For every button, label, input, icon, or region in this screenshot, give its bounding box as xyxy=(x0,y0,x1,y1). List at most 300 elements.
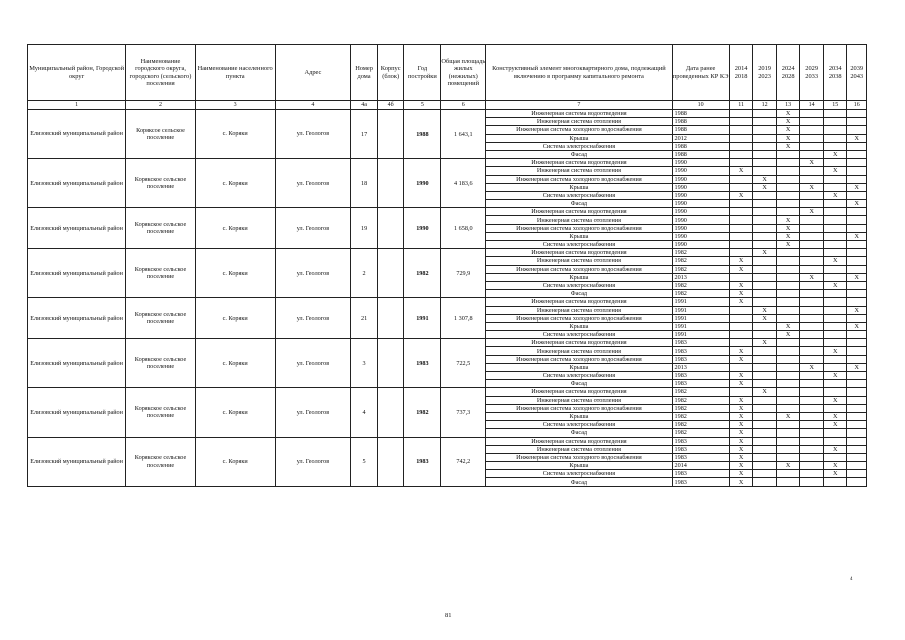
area-cell: 722,5 xyxy=(441,339,486,388)
repair-period-mark xyxy=(823,232,847,240)
repair-period-mark xyxy=(753,150,777,158)
repair-period-mark: X xyxy=(729,412,753,420)
repair-period-mark xyxy=(753,298,777,306)
previous-repair-date-cell: 1990 xyxy=(672,232,729,240)
element-name-cell: Инженерная система водоотведения xyxy=(486,159,672,167)
district-cell: Елизовский муниципальный район xyxy=(28,388,126,437)
repair-period-mark xyxy=(847,404,867,412)
locality-cell: с. Коряки xyxy=(195,208,275,249)
repair-period-mark xyxy=(800,191,824,199)
repair-period-mark xyxy=(776,200,800,208)
repair-period-mark xyxy=(729,216,753,224)
repair-period-mark xyxy=(753,470,777,478)
repair-period-mark: X xyxy=(823,191,847,199)
repair-period-mark xyxy=(776,396,800,404)
previous-repair-date-cell: 1983 xyxy=(672,347,729,355)
repair-period-mark xyxy=(847,478,867,486)
repair-period-mark: X xyxy=(847,200,867,208)
repair-period-mark xyxy=(753,191,777,199)
previous-repair-date-cell: 1991 xyxy=(672,298,729,306)
repair-period-mark: X xyxy=(776,126,800,134)
address-cell: ул. Геологов xyxy=(275,339,351,388)
district-cell: Елизовский муниципальный район xyxy=(28,437,126,486)
repair-period-mark: X xyxy=(800,363,824,371)
repair-period-mark xyxy=(847,257,867,265)
previous-repair-date-cell: 2012 xyxy=(672,134,729,142)
repair-period-mark xyxy=(753,241,777,249)
element-name-cell: Инженерная система холодного водоснабжения xyxy=(486,453,672,461)
repair-period-mark xyxy=(847,445,867,453)
previous-repair-date-cell: 1988 xyxy=(672,150,729,158)
area-cell: 1 658,0 xyxy=(441,208,486,249)
header-cell: 2029 2033 xyxy=(800,45,824,101)
repair-period-mark xyxy=(753,134,777,142)
previous-repair-date-cell: 1982 xyxy=(672,396,729,404)
repair-period-mark xyxy=(847,126,867,134)
repair-period-mark xyxy=(729,273,753,281)
repair-period-mark: X xyxy=(729,298,753,306)
repair-period-mark xyxy=(753,404,777,412)
header-cell: Наименование городского округа, городского (сельского) поселения xyxy=(126,45,196,101)
repair-period-mark: X xyxy=(753,388,777,396)
previous-repair-date-cell: 1983 xyxy=(672,380,729,388)
header-cell: 2014 2018 xyxy=(729,45,753,101)
repair-period-mark xyxy=(847,339,867,347)
repair-period-mark xyxy=(823,290,847,298)
settlement-cell: Корякское сельское поселение xyxy=(126,208,196,249)
repair-period-mark xyxy=(847,314,867,322)
repair-period-mark xyxy=(847,208,867,216)
previous-repair-date-cell: 1990 xyxy=(672,159,729,167)
repair-period-mark xyxy=(823,355,847,363)
repair-period-mark xyxy=(729,322,753,330)
build-year-cell: 1983 xyxy=(404,339,441,388)
address-cell: ул. Геологов xyxy=(275,208,351,249)
element-name-cell: Фасад xyxy=(486,380,672,388)
settlement-cell: Корякское сельское поселение xyxy=(126,298,196,339)
repair-period-mark xyxy=(823,265,847,273)
repair-period-mark xyxy=(753,159,777,167)
column-number-row xyxy=(28,101,867,110)
repair-period-mark: X xyxy=(729,167,753,175)
previous-repair-date-cell: 1990 xyxy=(672,183,729,191)
repair-period-mark xyxy=(753,216,777,224)
settlement-cell: Корякское сельское поселение xyxy=(126,437,196,486)
repair-period-mark: X xyxy=(847,322,867,330)
element-name-cell: Инженерная система отопления xyxy=(486,445,672,453)
column-number: 16 xyxy=(847,101,867,110)
repair-period-mark xyxy=(776,421,800,429)
house-number-cell: 21 xyxy=(351,298,378,339)
repair-period-mark xyxy=(847,265,867,273)
header-cell: Наименование населенного пункта xyxy=(195,45,275,101)
repair-period-mark xyxy=(847,167,867,175)
element-name-cell: Фасад xyxy=(486,429,672,437)
element-name-cell: Инженерная система отопления xyxy=(486,216,672,224)
block-cell xyxy=(377,437,404,486)
repair-period-mark: X xyxy=(729,257,753,265)
repair-period-mark xyxy=(847,118,867,126)
previous-repair-date-cell: 1990 xyxy=(672,216,729,224)
repair-period-mark xyxy=(753,331,777,339)
previous-repair-date-cell: 1988 xyxy=(672,118,729,126)
column-number: 3 xyxy=(195,101,275,110)
repair-period-mark: X xyxy=(729,445,753,453)
repair-period-mark xyxy=(800,453,824,461)
house-number-cell: 2 xyxy=(351,249,378,298)
column-number: 5 xyxy=(404,101,441,110)
repair-period-mark xyxy=(847,142,867,150)
repair-period-mark xyxy=(800,232,824,240)
repair-period-mark xyxy=(776,191,800,199)
repair-period-mark: X xyxy=(729,355,753,363)
repair-period-mark xyxy=(847,347,867,355)
repair-period-mark xyxy=(847,396,867,404)
house-number-cell: 17 xyxy=(351,110,378,159)
repair-period-mark xyxy=(800,404,824,412)
repair-period-mark xyxy=(847,380,867,388)
repair-period-mark xyxy=(847,429,867,437)
house-number-cell: 3 xyxy=(351,339,378,388)
previous-repair-date-cell: 1990 xyxy=(672,167,729,175)
repair-period-mark xyxy=(729,314,753,322)
previous-repair-date-cell: 1982 xyxy=(672,265,729,273)
house-number-cell: 19 xyxy=(351,208,378,249)
repair-period-mark xyxy=(847,298,867,306)
repair-period-mark xyxy=(847,159,867,167)
repair-period-mark xyxy=(800,470,824,478)
repair-period-mark xyxy=(753,363,777,371)
repair-period-mark: X xyxy=(823,257,847,265)
district-cell: Елизовский муниципальный район xyxy=(28,249,126,298)
column-number: 14 xyxy=(800,101,824,110)
repair-period-mark xyxy=(800,126,824,134)
element-name-cell: Фасад xyxy=(486,150,672,158)
repair-period-mark: X xyxy=(729,191,753,199)
element-name-cell: Инженерная система отопления xyxy=(486,396,672,404)
repair-period-mark xyxy=(729,339,753,347)
repair-period-mark xyxy=(800,388,824,396)
block-cell xyxy=(377,159,404,208)
repair-period-mark xyxy=(800,412,824,420)
repair-period-mark xyxy=(847,470,867,478)
repair-period-mark xyxy=(800,224,824,232)
repair-period-mark xyxy=(729,183,753,191)
element-name-cell: Крыша xyxy=(486,183,672,191)
repair-period-mark xyxy=(776,265,800,273)
address-cell: ул. Геологов xyxy=(275,110,351,159)
build-year-cell: 1991 xyxy=(404,298,441,339)
element-name-cell: Инженерная система холодного водоснабжения xyxy=(486,175,672,183)
block-cell xyxy=(377,208,404,249)
repair-period-mark xyxy=(800,322,824,330)
repair-period-mark xyxy=(753,142,777,150)
repair-period-mark: X xyxy=(776,331,800,339)
table-row xyxy=(28,249,867,257)
district-cell: Елизовский муниципальный район xyxy=(28,159,126,208)
repair-period-mark xyxy=(753,421,777,429)
element-name-cell: Фасад xyxy=(486,478,672,486)
header-cell: 2024 2028 xyxy=(776,45,800,101)
repair-period-mark xyxy=(776,150,800,158)
previous-repair-date-cell: 2014 xyxy=(672,462,729,470)
repair-period-mark: X xyxy=(800,159,824,167)
repair-period-mark xyxy=(800,306,824,314)
repair-period-mark xyxy=(823,126,847,134)
element-name-cell: Крыша xyxy=(486,273,672,281)
element-name-cell: Крыша xyxy=(486,322,672,330)
repair-period-mark: X xyxy=(753,175,777,183)
area-cell: 1 307,8 xyxy=(441,298,486,339)
element-name-cell: Система электроснабжения xyxy=(486,241,672,249)
repair-period-mark xyxy=(776,273,800,281)
repair-period-mark xyxy=(729,224,753,232)
repair-period-mark xyxy=(729,159,753,167)
previous-repair-date-cell: 1990 xyxy=(672,175,729,183)
table-row xyxy=(28,298,867,306)
repair-period-mark xyxy=(847,110,867,118)
repair-period-mark xyxy=(753,208,777,216)
settlement-cell: Коряксое сельское поселение xyxy=(126,110,196,159)
repair-period-mark xyxy=(753,167,777,175)
repair-period-mark xyxy=(729,126,753,134)
previous-repair-date-cell: 1990 xyxy=(672,241,729,249)
repair-period-mark xyxy=(753,412,777,420)
repair-period-mark: X xyxy=(823,167,847,175)
header-cell: Конструктивный элемент многоквартирного дома, подлежащий включению в программу капитального ремонта xyxy=(486,45,672,101)
previous-repair-date-cell: 1983 xyxy=(672,437,729,445)
repair-period-mark: X xyxy=(729,396,753,404)
repair-period-mark xyxy=(847,421,867,429)
repair-period-mark xyxy=(823,429,847,437)
repair-period-mark xyxy=(753,437,777,445)
repair-period-mark: X xyxy=(729,429,753,437)
repair-period-mark xyxy=(729,134,753,142)
capital-repair-table xyxy=(27,44,867,487)
table-row xyxy=(28,159,867,167)
repair-period-mark xyxy=(823,200,847,208)
repair-period-mark xyxy=(847,191,867,199)
header-cell: 2019 2023 xyxy=(753,45,777,101)
district-cell: Елизовский муниципальный район xyxy=(28,298,126,339)
element-name-cell: Система электроснабжения xyxy=(486,331,672,339)
element-name-cell: Фасад xyxy=(486,200,672,208)
repair-period-mark: X xyxy=(776,462,800,470)
repair-period-mark xyxy=(847,216,867,224)
element-name-cell: Система электроснабжения xyxy=(486,281,672,289)
repair-period-mark xyxy=(823,110,847,118)
element-name-cell: Инженерная система холодного водоснабжения xyxy=(486,126,672,134)
repair-period-mark xyxy=(800,241,824,249)
repair-period-mark xyxy=(823,249,847,257)
repair-period-mark xyxy=(776,183,800,191)
settlement-cell: Корякское сельское поселение xyxy=(126,249,196,298)
repair-period-mark: X xyxy=(823,412,847,420)
locality-cell: с. Коряки xyxy=(195,110,275,159)
repair-period-mark xyxy=(847,453,867,461)
repair-period-mark: X xyxy=(729,470,753,478)
previous-repair-date-cell: 1990 xyxy=(672,191,729,199)
repair-period-mark xyxy=(823,363,847,371)
column-number: 11 xyxy=(729,101,753,110)
page-number: 81 xyxy=(445,612,452,619)
element-name-cell: Инженерная система отопления xyxy=(486,306,672,314)
previous-repair-date-cell: 1983 xyxy=(672,478,729,486)
repair-period-mark xyxy=(753,347,777,355)
repair-period-mark xyxy=(729,118,753,126)
repair-period-mark xyxy=(800,134,824,142)
repair-period-mark xyxy=(753,290,777,298)
repair-period-mark: X xyxy=(776,322,800,330)
previous-repair-date-cell: 1983 xyxy=(672,372,729,380)
previous-repair-date-cell: 1983 xyxy=(672,355,729,363)
repair-period-mark xyxy=(776,159,800,167)
corner-mark: 4 xyxy=(850,577,853,582)
element-name-cell: Крыша xyxy=(486,232,672,240)
repair-period-mark xyxy=(823,175,847,183)
repair-period-mark xyxy=(776,347,800,355)
repair-period-mark xyxy=(800,355,824,363)
repair-period-mark xyxy=(847,150,867,158)
repair-period-mark: X xyxy=(729,437,753,445)
repair-period-mark xyxy=(729,331,753,339)
repair-period-mark: X xyxy=(823,372,847,380)
repair-period-mark xyxy=(823,322,847,330)
address-cell: ул. Геологов xyxy=(275,298,351,339)
repair-period-mark xyxy=(776,445,800,453)
repair-period-mark xyxy=(753,462,777,470)
element-name-cell: Крыша xyxy=(486,363,672,371)
repair-period-mark xyxy=(800,347,824,355)
repair-period-mark xyxy=(776,249,800,257)
element-name-cell: Инженерная система отопления xyxy=(486,167,672,175)
settlement-cell: Корякское сельское поселение xyxy=(126,159,196,208)
document-page xyxy=(27,44,867,487)
repair-period-mark xyxy=(753,453,777,461)
repair-period-mark xyxy=(800,372,824,380)
repair-period-mark: X xyxy=(823,396,847,404)
table-row xyxy=(28,437,867,445)
header-cell: Корпус (блок) xyxy=(377,45,404,101)
repair-period-mark xyxy=(847,355,867,363)
repair-period-mark xyxy=(776,306,800,314)
repair-period-mark xyxy=(729,142,753,150)
element-name-cell: Инженерная система холодного водоснабжения xyxy=(486,224,672,232)
repair-period-mark: X xyxy=(776,110,800,118)
repair-period-mark xyxy=(753,224,777,232)
repair-period-mark xyxy=(823,118,847,126)
house-number-cell: 18 xyxy=(351,159,378,208)
repair-period-mark: X xyxy=(776,412,800,420)
repair-period-mark: X xyxy=(823,421,847,429)
build-year-cell: 1988 xyxy=(404,110,441,159)
repair-period-mark: X xyxy=(729,478,753,486)
previous-repair-date-cell: 1982 xyxy=(672,290,729,298)
table-row xyxy=(28,110,867,118)
repair-period-mark: X xyxy=(729,404,753,412)
repair-period-mark xyxy=(823,273,847,281)
build-year-cell: 1990 xyxy=(404,208,441,249)
repair-period-mark: X xyxy=(776,224,800,232)
table-body xyxy=(28,110,867,487)
locality-cell: с. Коряки xyxy=(195,437,275,486)
repair-period-mark xyxy=(753,265,777,273)
area-cell: 742,2 xyxy=(441,437,486,486)
block-cell xyxy=(377,339,404,388)
repair-period-mark xyxy=(800,380,824,388)
previous-repair-date-cell: 1983 xyxy=(672,470,729,478)
repair-period-mark xyxy=(847,290,867,298)
repair-period-mark xyxy=(776,298,800,306)
element-name-cell: Инженерная система холодного водоснабжения xyxy=(486,404,672,412)
element-name-cell: Крыша xyxy=(486,134,672,142)
repair-period-mark xyxy=(753,126,777,134)
repair-period-mark xyxy=(776,175,800,183)
repair-period-mark xyxy=(729,306,753,314)
repair-period-mark xyxy=(753,478,777,486)
repair-period-mark xyxy=(729,175,753,183)
table-row xyxy=(28,208,867,216)
district-cell: Елизовский муниципальный район xyxy=(28,339,126,388)
repair-period-mark: X xyxy=(823,445,847,453)
header-cell: Адрес xyxy=(275,45,351,101)
repair-period-mark xyxy=(800,249,824,257)
address-cell: ул. Геологов xyxy=(275,159,351,208)
repair-period-mark: X xyxy=(729,265,753,273)
repair-period-mark xyxy=(753,372,777,380)
repair-period-mark xyxy=(847,224,867,232)
previous-repair-date-cell: 1988 xyxy=(672,126,729,134)
repair-period-mark xyxy=(776,355,800,363)
repair-period-mark: X xyxy=(729,281,753,289)
element-name-cell: Инженерная система водоотведения xyxy=(486,110,672,118)
repair-period-mark xyxy=(823,339,847,347)
previous-repair-date-cell: 1991 xyxy=(672,306,729,314)
column-number: 6 xyxy=(441,101,486,110)
repair-period-mark xyxy=(800,290,824,298)
repair-period-mark xyxy=(776,478,800,486)
previous-repair-date-cell: 1982 xyxy=(672,421,729,429)
locality-cell: с. Коряки xyxy=(195,249,275,298)
locality-cell: с. Коряки xyxy=(195,339,275,388)
repair-period-mark xyxy=(823,298,847,306)
repair-period-mark: X xyxy=(729,421,753,429)
repair-period-mark xyxy=(729,388,753,396)
repair-period-mark xyxy=(823,437,847,445)
previous-repair-date-cell: 1991 xyxy=(672,331,729,339)
block-cell xyxy=(377,249,404,298)
element-name-cell: Инженерная система отопления xyxy=(486,347,672,355)
repair-period-mark xyxy=(823,306,847,314)
repair-period-mark: X xyxy=(847,183,867,191)
element-name-cell: Фасад xyxy=(486,290,672,298)
element-name-cell: Инженерная система холодного водоснабжения xyxy=(486,265,672,273)
repair-period-mark xyxy=(847,175,867,183)
previous-repair-date-cell: 1982 xyxy=(672,257,729,265)
repair-period-mark xyxy=(753,380,777,388)
element-name-cell: Инженерная система отопления xyxy=(486,118,672,126)
repair-period-mark: X xyxy=(823,347,847,355)
address-cell: ул. Геологов xyxy=(275,388,351,437)
element-name-cell: Инженерная система водоотведения xyxy=(486,437,672,445)
build-year-cell: 1982 xyxy=(404,388,441,437)
repair-period-mark xyxy=(823,183,847,191)
column-number: 4а xyxy=(351,101,378,110)
repair-period-mark: X xyxy=(729,462,753,470)
repair-period-mark xyxy=(753,110,777,118)
element-name-cell: Крыша xyxy=(486,412,672,420)
repair-period-mark xyxy=(847,388,867,396)
